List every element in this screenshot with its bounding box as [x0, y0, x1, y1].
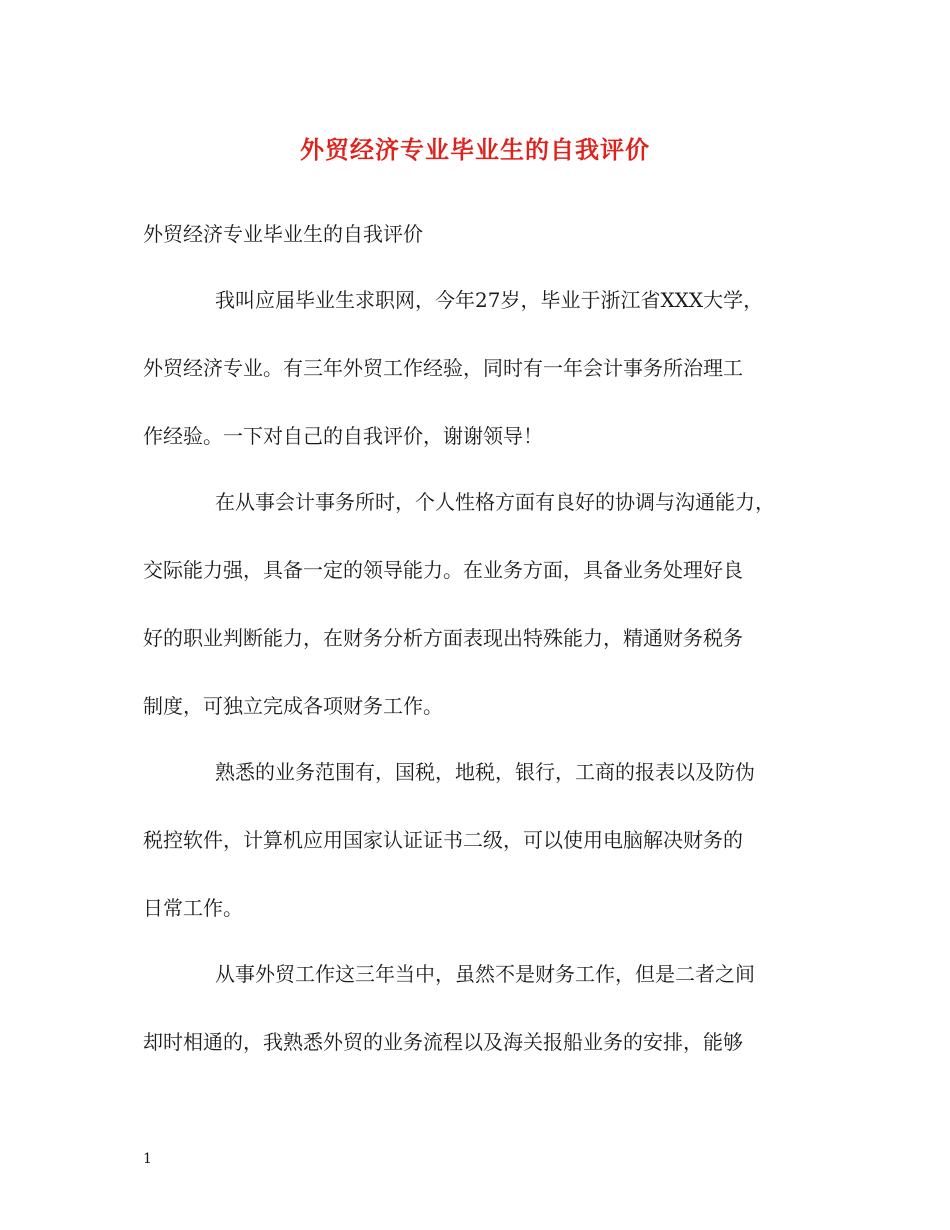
paragraph-line: 在从事会计事务所时，个人性格方面有良好的协调与沟通能力，: [215, 490, 775, 514]
document-subtitle: 外贸经济专业毕业生的自我评价: [143, 222, 423, 246]
paragraph-line: 制度，可独立完成各项财务工作。: [143, 694, 443, 718]
paragraph-line: 交际能力强，具备一定的领导能力。在业务方面，具备业务处理好良: [143, 558, 743, 582]
paragraph-line: 从事外贸工作这三年当中，虽然不是财务工作，但是二者之间: [215, 962, 755, 986]
paragraph-line: 好的职业判断能力，在财务分析方面表现出特殊能力，精通财务税务: [143, 626, 743, 650]
page-number: 1: [143, 1151, 152, 1167]
paragraph-line: 作经验。一下对自己的自我评价，谢谢领导！: [143, 424, 543, 448]
paragraph-line: 日常工作。: [143, 896, 243, 920]
paragraph-line: 我叫应届毕业生求职网，今年27岁，毕业于浙江省XXX大学，: [215, 288, 764, 312]
paragraph-line: 却时相通的，我熟悉外贸的业务流程以及海关报船业务的安排，能够: [143, 1030, 743, 1054]
paragraph-line: 熟悉的业务范围有，国税，地税，银行，工商的报表以及防伪: [215, 760, 755, 784]
document-title: 外贸经济专业毕业生的自我评价: [300, 136, 650, 164]
paragraph-line: 外贸经济专业。有三年外贸工作经验，同时有一年会计事务所治理工: [143, 356, 743, 380]
paragraph-line: 税控软件，计算机应用国家认证证书二级，可以使用电脑解决财务的: [143, 828, 743, 852]
